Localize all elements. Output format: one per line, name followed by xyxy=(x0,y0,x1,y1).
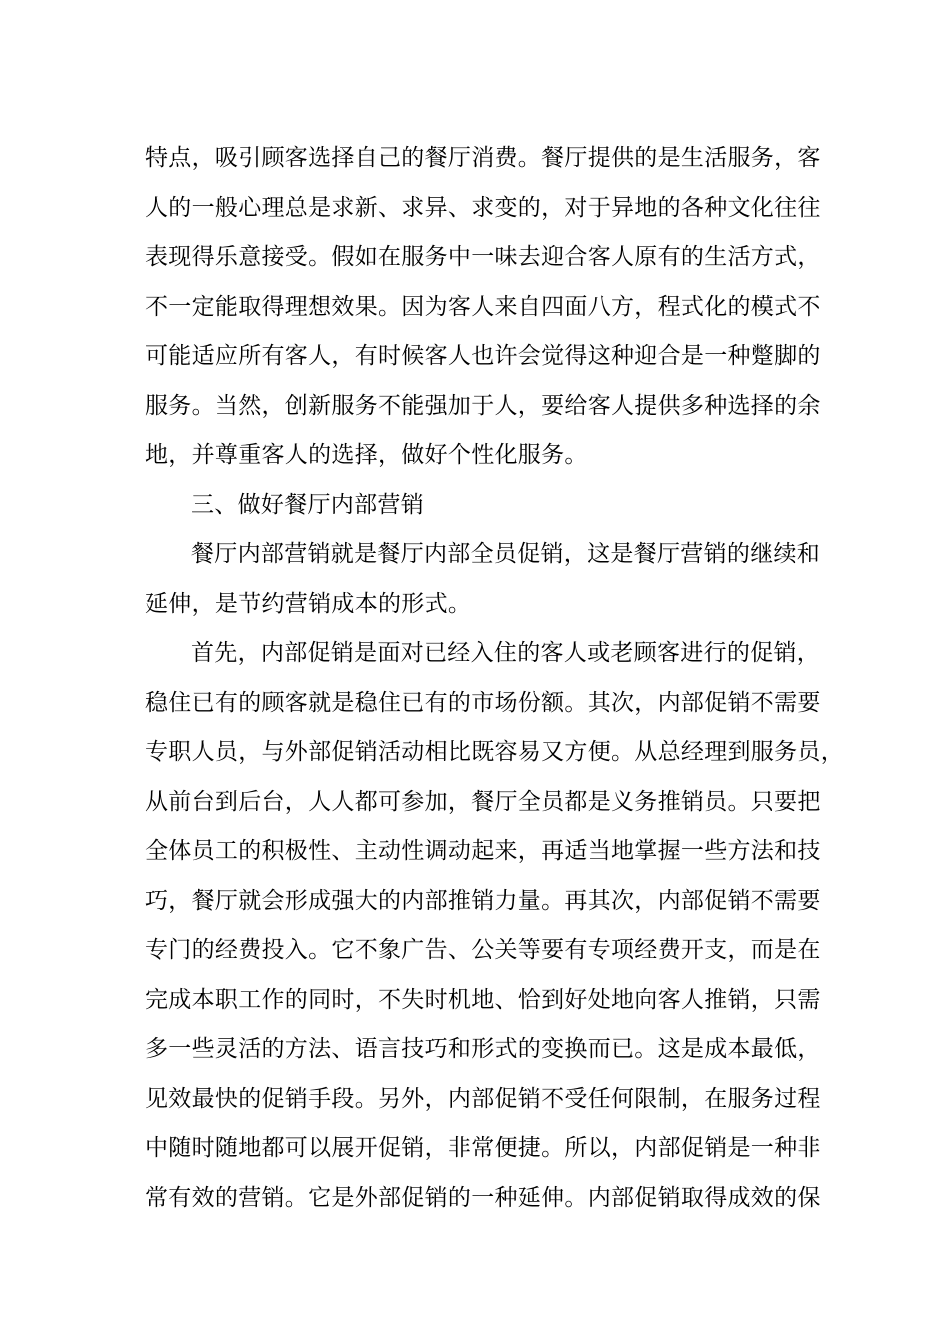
text-line: 见效最快的促销手段。另外，内部促销不受任何限制，在服务过程 xyxy=(145,1085,821,1112)
text-line: 人的一般心理总是求新、求异、求变的，对于异地的各种文化往往 xyxy=(145,194,821,221)
text-line: 完成本职工作的同时，不失时机地、恰到好处地向客人推销，只需 xyxy=(145,986,821,1013)
text-line: 常有效的营销。它是外部促销的一种延伸。内部促销取得成效的保 xyxy=(145,1184,821,1211)
text-line: 专门的经费投入。它不象广告、公关等要有专项经费开支，而是在 xyxy=(145,937,821,963)
text-line: 专职人员，与外部促销活动相比既容易又方便。从总经理到服务员， xyxy=(145,739,844,765)
text-line: 服务。当然，创新服务不能强加于人，要给客人提供多种选择的余 xyxy=(145,392,821,419)
text-line: 特点，吸引顾客选择自己的餐厅消费。餐厅提供的是生活服务，客 xyxy=(145,145,821,171)
text-line: 多一些灵活的方法、语言技巧和形式的变换而已。这是成本最低， xyxy=(145,1036,821,1062)
text-line: 地，并尊重客人的选择，做好个性化服务。 xyxy=(145,442,588,468)
text-line: 从前台到后台，人人都可参加，餐厅全员都是义务推销员。只要把 xyxy=(145,788,821,815)
text-line: 可能适应所有客人，有时候客人也许会觉得这种迎合是一种蹩脚的 xyxy=(145,343,821,369)
text-line: 表现得乐意接受。假如在服务中一味去迎合客人原有的生活方式， xyxy=(145,244,821,270)
text-line: 延伸，是节约营销成本的形式。 xyxy=(145,590,472,617)
text-line: 首先，内部促销是面对已经入住的客人或老顾客进行的促销， xyxy=(191,640,821,666)
text-line: 中随时随地都可以展开促销，非常便捷。所以，内部促销是一种非 xyxy=(145,1135,821,1161)
text-line: 不一定能取得理想效果。因为客人来自四面八方，程式化的模式不 xyxy=(145,293,821,320)
text-line: 餐厅内部营销就是餐厅内部全员促销，这是餐厅营销的继续和 xyxy=(191,541,821,567)
text-line: 巧，餐厅就会形成强大的内部推销力量。再其次，内部促销不需要 xyxy=(145,887,821,914)
text-line: 全体员工的积极性、主动性调动起来，再适当地掌握一些方法和技 xyxy=(145,838,821,864)
section-heading: 三、做好餐厅内部营销 xyxy=(191,491,424,518)
text-line: 稳住已有的顾客就是稳住已有的市场份额。其次，内部促销不需要 xyxy=(145,689,821,716)
